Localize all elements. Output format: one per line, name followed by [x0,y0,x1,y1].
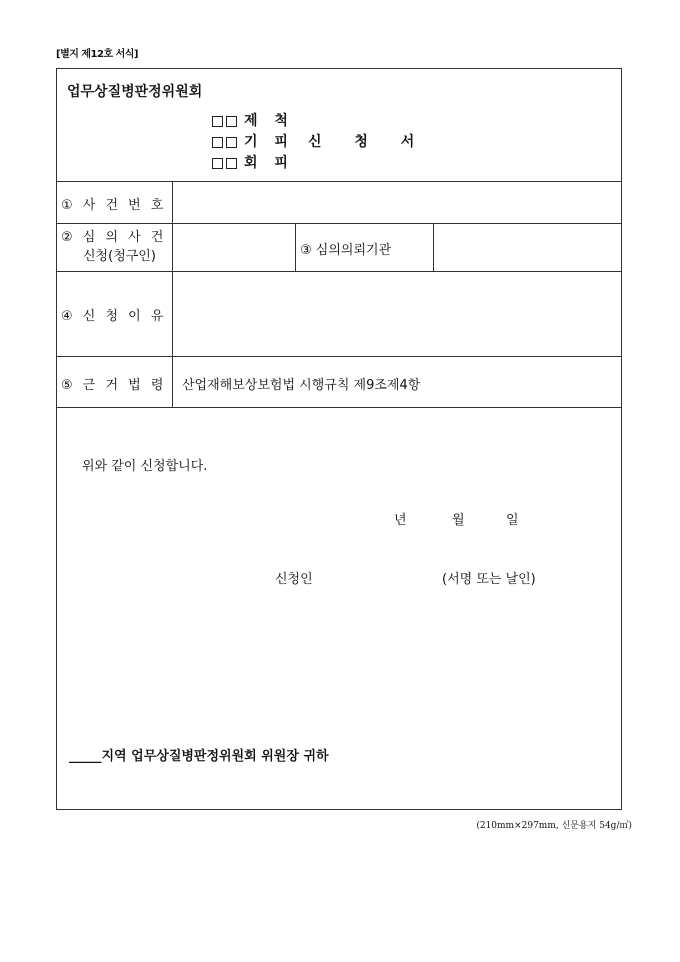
option-recusal [212,153,428,174]
checkbox-recusal-2[interactable] [226,158,237,169]
title-block [212,111,428,174]
option-exclusion [212,111,428,132]
column-divider [295,223,296,271]
reason-label: ④ 신 청 이 유 [61,309,167,324]
applicant-label [61,228,166,266]
signature-hint: (서명 또는 날인) [442,572,536,587]
document-name: 신 청 서 [308,134,429,150]
addressee: _____지역 업무상질병판정위원회 위원장 귀하 [69,749,329,764]
applicant-label-line1: ② 심 의 사 건 [61,230,167,245]
date-day: 일 [506,513,519,528]
application-form [56,68,622,810]
checkbox-exclusion-2[interactable] [226,116,237,127]
divider [57,356,621,357]
divider [57,181,621,182]
option-challenge [212,132,428,153]
checkbox-challenge-1[interactable] [212,137,223,148]
checkbox-exclusion-1[interactable] [212,116,223,127]
legal-basis-label: ⑤ 근 거 법 령 [61,378,167,393]
form-number: [별지 제12호 서식] [56,49,138,60]
column-divider [172,181,173,407]
paper-spec: (210mm×297mm, 신문용지 54g/㎡) [476,821,632,831]
checkbox-recusal-1[interactable] [212,158,223,169]
option-label-challenge: 기 피 [244,134,294,150]
divider [57,223,621,224]
checkbox-challenge-2[interactable] [226,137,237,148]
divider [57,407,621,408]
institution-label: ③ 심의의뢰기관 [300,243,392,258]
option-label-exclusion: 제 척 [244,113,294,129]
case-number-label: ① 사 건 번 호 [61,198,167,213]
option-label-recusal: 회 피 [244,155,294,171]
date-month: 월 [452,513,465,528]
applicant-label-line2: 신청(청구인) [83,249,156,264]
declaration-statement: 위와 같이 신청합니다. [82,459,208,474]
divider [57,271,621,272]
committee-name: 업무상질병판정위원회 [67,84,203,100]
date-year: 년 [394,513,407,528]
column-divider [433,223,434,271]
legal-basis-value: 산업재해보상보험법 시행규칙 제9조제4항 [182,378,421,393]
applicant-signature-label: 신청인 [275,572,313,587]
